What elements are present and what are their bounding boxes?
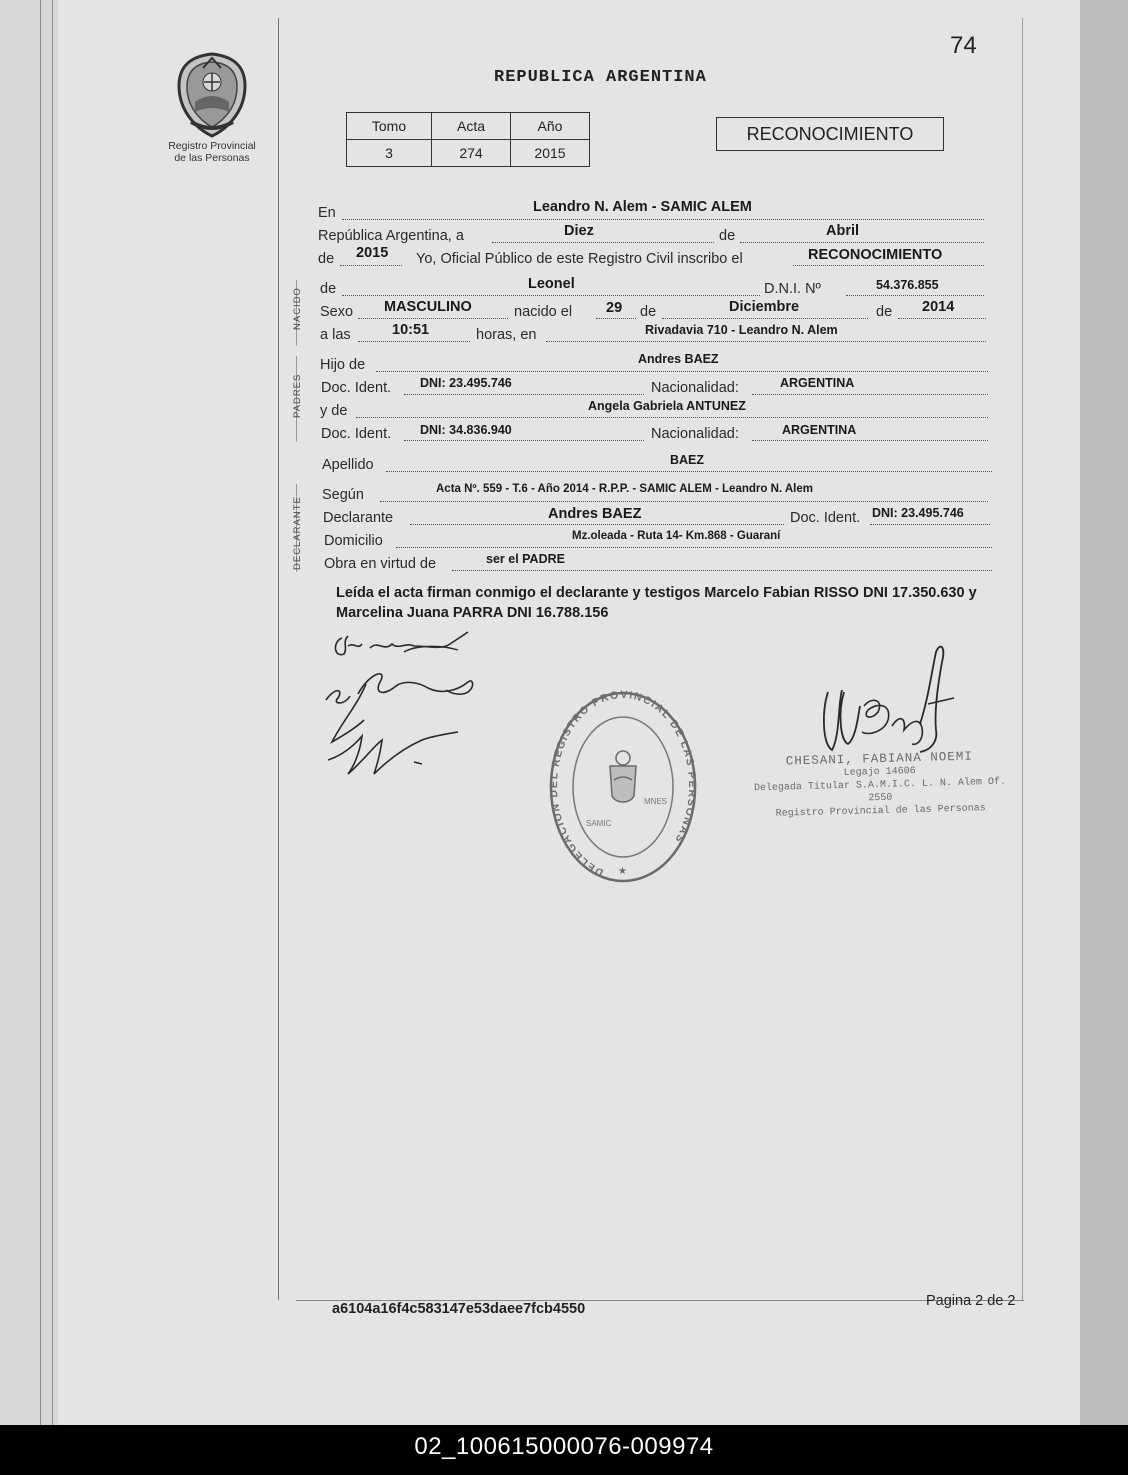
- page-edge-line: [40, 0, 41, 1425]
- dotted-line: [342, 295, 760, 296]
- value-lugar-nacimiento: Rivadavia 710 - Leandro N. Alem: [645, 323, 838, 337]
- registry-value-row: [347, 140, 590, 167]
- svg-text:SAMIC: SAMIC: [586, 819, 612, 828]
- sidebar-divider: [278, 18, 279, 1300]
- registry-value-anio: 2015: [511, 140, 590, 167]
- value-sexo: MASCULINO: [384, 299, 472, 315]
- dotted-line: [793, 265, 984, 266]
- label-declarante: Declarante: [323, 510, 394, 526]
- label-a-las: a las: [320, 327, 351, 343]
- side-label-declarante: DECLARANTE: [292, 496, 303, 570]
- side-label-padres: PADRES: [292, 373, 303, 418]
- dotted-line: [752, 440, 988, 441]
- value-apellido: BAEZ: [670, 453, 705, 467]
- inscription-text: Yo, Oficial Público de este Registro Civil inscribo el: [416, 251, 743, 267]
- form-right-border: [1022, 18, 1023, 1300]
- province-emblem-icon: [173, 50, 251, 140]
- registry-value-tomo: 3: [347, 140, 432, 167]
- label-y-de: y de: [320, 403, 348, 419]
- dotted-line: [662, 318, 868, 319]
- label-nacido-el: nacido el: [514, 304, 573, 320]
- svg-text:DELEGACION DEL REGISTRO PROVIN: DELEGACION DEL REGISTRO PROVINCIAL DE LAS PERSONAS: [548, 688, 698, 879]
- registry-seal-stamp: [548, 688, 698, 886]
- value-dia-nacimiento: 29: [606, 300, 623, 316]
- label-dni: D.N.I. Nº: [764, 281, 821, 297]
- label-domicilio: Domicilio: [324, 533, 383, 549]
- value-obra: ser el PADRE: [486, 552, 565, 566]
- value-declarante: Andres BAEZ: [548, 506, 642, 522]
- dotted-line: [396, 547, 992, 548]
- closing-statement: Leída el acta firman conmigo el declarante y testigos Marcelo Fabian RISSO DNI 17.350.630 y Marcelina Juana PARRA DNI 16.788.156: [336, 585, 977, 621]
- document-hash: a6104a16f4c583147e53daee7fcb4550: [332, 1301, 586, 1317]
- official-name-stamp: [751, 749, 1009, 822]
- value-lugar: Leandro N. Alem - SAMIC ALEM: [533, 199, 752, 215]
- label-doc-ident: Doc. Ident.: [321, 380, 392, 396]
- label-hijo-de: Hijo de: [320, 357, 366, 373]
- registry-header-acta: Acta: [432, 113, 511, 140]
- dotted-line: [358, 318, 508, 319]
- value-dni: 54.376.855: [876, 278, 939, 292]
- label-nacionalidad: Nacionalidad:: [651, 380, 739, 396]
- official-cargo: Delegada Titular S.A.M.I.C. L. N. Alem Of. 2550: [753, 776, 1007, 805]
- value-nacionalidad-madre: ARGENTINA: [782, 423, 857, 437]
- dotted-line: [410, 524, 784, 525]
- value-nombre: Leonel: [528, 276, 575, 292]
- dotted-line: [404, 394, 644, 395]
- dotted-line: [452, 570, 992, 571]
- value-doc-declarante: DNI: 23.495.746: [872, 506, 964, 520]
- dotted-line: [404, 440, 644, 441]
- label-doc-ident: Doc. Ident.: [790, 510, 861, 526]
- value-segun: Acta Nº. 559 - T.6 - Año 2014 - R.P.P. - SAMIC ALEM - Leandro N. Alem: [436, 483, 813, 495]
- official-legajo: Legajo 14606: [843, 766, 916, 779]
- label-en: En: [318, 205, 336, 221]
- dotted-line: [386, 471, 992, 472]
- dotted-line: [376, 371, 988, 372]
- dotted-line: [870, 524, 990, 525]
- registry-header-tomo: Tomo: [347, 113, 432, 140]
- registry-logo: [160, 50, 264, 178]
- dotted-line: [596, 318, 636, 319]
- value-anio: 2015: [356, 245, 389, 261]
- value-mes-nacimiento: Diciembre: [729, 299, 800, 315]
- svg-text:★: ★: [618, 866, 627, 877]
- side-label-nacido: NACIDO: [292, 287, 303, 330]
- official-signature: [808, 640, 958, 766]
- label-republica: República Argentina, a: [318, 228, 464, 244]
- value-dia: Diez: [564, 223, 594, 239]
- label-de-anio: de: [318, 251, 335, 267]
- svg-text:MNES: MNES: [644, 797, 668, 806]
- label-doc-ident: Doc. Ident.: [321, 426, 392, 442]
- value-mes: Abril: [826, 223, 860, 239]
- value-nacionalidad-padre: ARGENTINA: [780, 376, 855, 390]
- label-de: de: [876, 304, 893, 320]
- label-obra: Obra en virtud de: [324, 556, 437, 572]
- label-horas-en: horas, en: [476, 327, 537, 343]
- value-madre: Angela Gabriela ANTUNEZ: [588, 399, 746, 413]
- value-anio-nacimiento: 2014: [922, 299, 955, 315]
- dotted-line: [898, 318, 986, 319]
- scan-id-strip: [0, 1425, 1128, 1475]
- value-domicilio: Mz.oleada - Ruta 14- Km.868 - Guaraní: [572, 530, 781, 542]
- dotted-line: [340, 265, 402, 266]
- scan-id: 02_100615000076-009974: [414, 1433, 714, 1460]
- logo-caption-line2: de las Personas: [174, 152, 250, 164]
- label-de: de: [640, 304, 657, 320]
- registry-header-anio: Año: [511, 113, 590, 140]
- document-title: REPUBLICA ARGENTINA: [494, 68, 707, 87]
- official-name: CHESANI, FABIANA NOEMI: [785, 749, 973, 769]
- page-edge-line: [52, 0, 53, 1425]
- registry-value-acta: 274: [432, 140, 511, 167]
- act-type-box: RECONOCIMIENTO: [716, 117, 944, 151]
- dotted-line: [356, 417, 988, 418]
- dotted-line: [752, 394, 988, 395]
- dotted-line: [846, 295, 984, 296]
- dotted-line: [546, 341, 986, 342]
- registry-table: [346, 112, 590, 167]
- label-segun: Según: [322, 487, 364, 503]
- value-doc-madre: DNI: 34.836.940: [420, 423, 512, 437]
- value-tipo-acta: RECONOCIMIENTO: [808, 247, 943, 263]
- registry-header-row: [347, 113, 590, 140]
- label-sexo: Sexo: [320, 304, 354, 320]
- label-de-nombre: de: [320, 281, 337, 297]
- value-doc-padre: DNI: 23.495.746: [420, 376, 512, 390]
- witness-signatures: [318, 624, 488, 784]
- sheet-edge-shadow: [1080, 0, 1128, 1425]
- page-indicator: Pagina 2 de 2: [926, 1293, 1016, 1309]
- label-apellido: Apellido: [322, 457, 374, 473]
- value-hora: 10:51: [392, 322, 430, 338]
- logo-caption-line1: Registro Provincial: [168, 140, 256, 152]
- page-number: 74: [950, 32, 977, 59]
- dotted-line: [342, 219, 984, 220]
- official-registro: Registro Provincial de las Personas: [775, 803, 986, 820]
- dotted-line: [740, 242, 984, 243]
- dotted-line: [358, 341, 470, 342]
- label-nacionalidad: Nacionalidad:: [651, 426, 739, 442]
- value-padre: Andres BAEZ: [638, 352, 719, 366]
- dotted-line: [492, 242, 714, 243]
- dotted-line: [380, 501, 988, 502]
- label-de: de: [719, 228, 736, 244]
